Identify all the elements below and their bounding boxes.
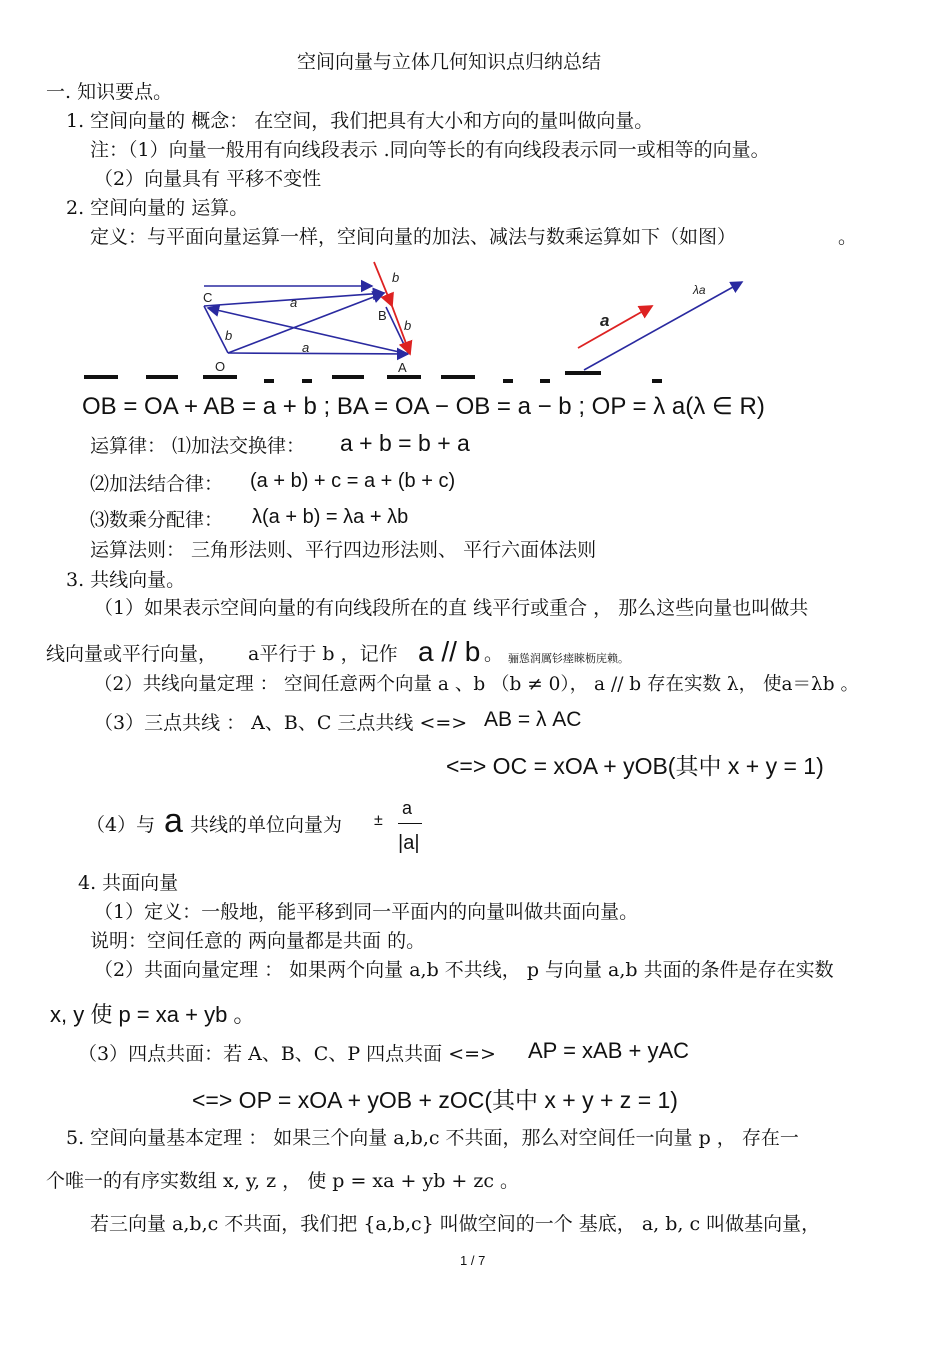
item-3-para-1b-lead: 线向量或平行向量， bbox=[46, 643, 218, 665]
item-4-para-1: （1）定义：一般地，能平移到同一平面内的向量叫做共面向量。 bbox=[94, 901, 639, 923]
item-1-note-2: （2）向量具有 平移不变性 bbox=[94, 168, 322, 190]
vector-operations-equation: OB = OA + AB = a + b ; BA = OA − OB = a − b ; OP = λ a(λ ∈ R) bbox=[82, 393, 765, 420]
four-points-eq: AP = xAB + yAC bbox=[528, 1038, 690, 1063]
label-B: B bbox=[378, 308, 387, 323]
item-3-para-4-text: 共线的单位向量为 bbox=[190, 814, 343, 836]
label-b-left: b bbox=[225, 328, 233, 343]
label-O: O bbox=[215, 359, 226, 374]
unit-vector-numerator: a bbox=[402, 798, 413, 818]
item-5: 5. 空间向量基本定理 ： 如果三个向量 a,b,c 不共面，那么对空间任一向量 p ， 存在一 bbox=[66, 1127, 799, 1149]
item-3-noise-text: 骊慫润厲钐瘗睞枥庑赖。 bbox=[508, 652, 629, 665]
law-distributive-label: ⑶数乘分配律： bbox=[90, 509, 224, 531]
item-3-para-4: （4）与 bbox=[86, 814, 156, 836]
item-3-para-1b-end: 。 bbox=[484, 643, 504, 665]
page-number: 1 / 7 bbox=[460, 1253, 486, 1268]
item-1: 1. 空间向量的 概念： 在空间，我们把具有大小和方向的量叫做向量。 bbox=[66, 110, 654, 132]
vector-operations-figure bbox=[0, 250, 950, 380]
operation-rules: 运算法则： 三角形法则、平行四边形法则、 平行六面体法则 bbox=[90, 539, 597, 561]
item-3-para-2: （2）共线向量定理 ： 空间任意两个向量 a 、b （b ≠ 0）， a // b 存在实数 λ， 使a＝λb 。 bbox=[94, 674, 859, 695]
label-a-bottom: a bbox=[302, 340, 310, 355]
label-b-right: b bbox=[404, 318, 412, 333]
item-3-para-3: （3）三点共线 ： A、B、C 三点共线 <=> bbox=[94, 712, 468, 734]
item-3-para-1: （1）如果表示空间向量的有向线段所在的直 线平行或重合 ， 那么这些向量也叫做共 bbox=[94, 597, 809, 619]
item-2: 2. 空间向量的 运算。 bbox=[66, 197, 249, 219]
law-associative-label: ⑵加法结合律： bbox=[90, 473, 224, 495]
label-lambda-a: λa bbox=[693, 283, 706, 297]
three-points-eq-2: <=> OC = xOA + yOB(其中 x + y = 1) bbox=[446, 753, 824, 779]
page-title: 空间向量与立体几何知识点归纳总结 bbox=[297, 51, 602, 73]
item-3: 3. 共线向量。 bbox=[66, 569, 186, 591]
fraction-bar bbox=[398, 823, 422, 824]
law-associative-eq: (a + b) + c = a + (b + c) bbox=[250, 470, 456, 492]
item-5-line-2: 个唯一的有序实数组 x, y, z ， 使 p = xa + yb + zc 。 bbox=[46, 1170, 520, 1192]
label-C: C bbox=[203, 290, 213, 305]
label-A: A bbox=[398, 360, 407, 375]
item-4: 4. 共面向量 bbox=[78, 872, 179, 894]
law-commutative-label: 运算律： ⑴加法交换律： bbox=[90, 435, 306, 457]
parallel-notation: a // b bbox=[418, 636, 481, 667]
unit-vector-denominator: |a| bbox=[398, 832, 420, 854]
item-3-para-1b-mid: a平行于 b ，记作 bbox=[248, 643, 398, 665]
three-points-eq: AB = λ AC bbox=[484, 708, 582, 731]
item-4-para-1b: 说明：空间任意的 两向量都是共面 的。 bbox=[90, 930, 426, 952]
label-a-right: a bbox=[600, 311, 610, 330]
plus-minus: ± bbox=[374, 812, 383, 829]
item-1-note-1: 注：（1）向量一般用有向线段表示 .同向等长的有向线段表示同一或相等的向量。 bbox=[90, 139, 770, 161]
item-2-definition-end: 。 bbox=[838, 226, 858, 248]
item-4-para-3: （3）四点共面：若 A、B、C、P 四点共面 <=> bbox=[78, 1043, 496, 1065]
label-a-top: a bbox=[290, 295, 298, 310]
section-heading: 一. 知识要点。 bbox=[46, 81, 173, 103]
item-2-definition: 定义：与平面向量运算一样，空间向量的加法、减法与数乘运算如下（如图） bbox=[90, 226, 737, 248]
four-points-eq-2: <=> OP = xOA + yOB + zOC(其中 x + y + z = 1) bbox=[192, 1087, 678, 1113]
law-distributive-eq: λ(a + b) = λa + λb bbox=[252, 506, 409, 528]
vector-a-large: a bbox=[164, 802, 183, 840]
item-4-para-2: （2）共面向量定理 ： 如果两个向量 a,b 不共线， p 与向量 a,b 共面的条件是存在实数 bbox=[94, 959, 834, 981]
label-b-top: b bbox=[392, 270, 400, 285]
item-4-para-2b: x, y 使 p = xa + yb 。 bbox=[50, 1002, 256, 1027]
item-5-line-3: 若三向量 a,b,c 不共面，我们把 {a,b,c} 叫做空间的一个 基底， a, b, c 叫做基向量， bbox=[90, 1213, 821, 1235]
law-commutative-eq: a + b = b + a bbox=[340, 430, 470, 456]
